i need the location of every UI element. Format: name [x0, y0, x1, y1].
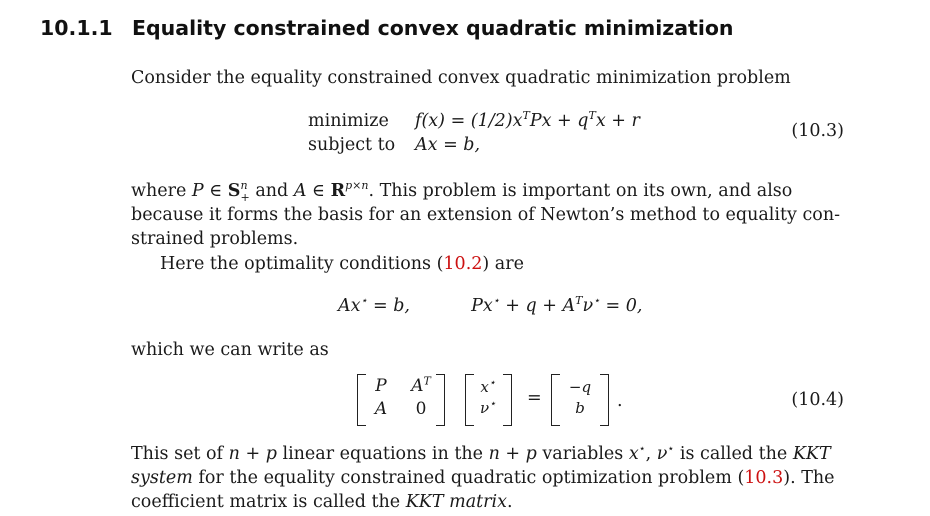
intro-paragraph: Consider the equality constrained convex quadratic minimization problem: [131, 68, 791, 88]
reference-10-3[interactable]: 10.3: [744, 468, 784, 488]
here-paragraph: Here the optimality conditions (10.2) are: [160, 254, 524, 274]
subject-to-label: subject to: [308, 135, 396, 155]
which-paragraph: which we can write as: [131, 340, 329, 360]
optimality-conditions: Ax⋆ = b, $Px^⋆ + q + A^T\nu^⋆ = 0$,: [338, 294, 643, 316]
kkt-matrix-11: P: [375, 376, 387, 396]
kkt-period: .: [617, 391, 623, 411]
reference-10-2[interactable]: 10.2: [443, 254, 483, 274]
where-line-3: strained problems.: [131, 229, 299, 249]
kkt-matrix-12: $A^T$: [411, 374, 431, 396]
kkt-var-nu: ν⋆: [479, 397, 496, 417]
kkt-rhs-top: −q: [568, 378, 592, 396]
section-title: Equality constrained convex quadratic minimization: [132, 16, 734, 40]
objective-expression: $f(x) = (1/2)x^TPx + q^Tx + r$: [415, 109, 640, 131]
where-line-2: because it forms the basis for an extension of Newton’s method to equality con-: [131, 205, 841, 225]
section-heading: [40, 16, 734, 40]
final-paragraph: This set of n + p linear equations in the n + p variables x⋆, ν⋆ is called the KKT system for the equality constrained quadratic optimization problem (10.3). The coefficient matrix is called the KKT matrix.: [131, 442, 835, 512]
section-number: 10.1.1: [40, 16, 113, 40]
kkt-matrix-21: A: [374, 399, 388, 419]
kkt-equals-sign: =: [527, 388, 542, 408]
equation-number-10-3: (10.3): [791, 121, 844, 141]
where-paragraph: where P ∈ $S^n_+$ and A ∈ $R^{p\times n}$. This problem is important on its own, and also because it forms the basis for an extension of Newton’s method to equality con- strained problems.: [131, 179, 847, 251]
constraint-expression: Ax = b,: [415, 135, 481, 155]
kkt-var-x: x⋆: [480, 376, 496, 396]
minimize-label: minimize: [308, 111, 389, 131]
kkt-rhs-bottom: b: [575, 399, 585, 417]
problem-statement: [308, 109, 640, 157]
kkt-matrix-22: 0: [415, 399, 427, 419]
equation-number-10-4: (10.4): [791, 390, 844, 410]
